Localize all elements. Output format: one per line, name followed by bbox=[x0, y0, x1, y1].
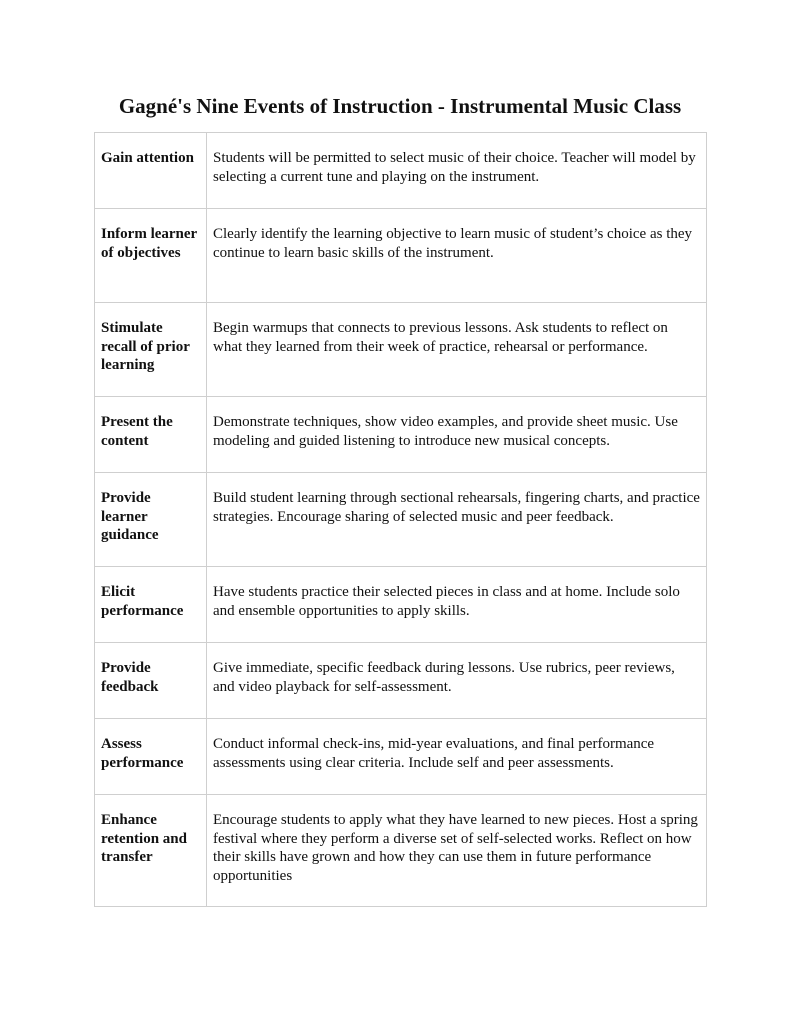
event-description-cell: Begin warmups that connects to previous lessons. Ask students to reflect on what they learned from their week of practice, rehearsal or performance. bbox=[207, 303, 707, 397]
event-name-cell: Provide feedback bbox=[95, 643, 207, 719]
event-description-cell: Clearly identify the learning objective to learn music of student’s choice as they continue to learn basic skills of the instrument. bbox=[207, 209, 707, 303]
event-name-cell: Inform learner of objectives bbox=[95, 209, 207, 303]
table-row bbox=[95, 473, 707, 567]
event-description-cell: Students will be permitted to select music of their choice. Teacher will model by selecting a current tune and playing on the instrument. bbox=[207, 133, 707, 209]
event-name-cell: Present the content bbox=[95, 397, 207, 473]
event-description-cell: Build student learning through sectional rehearsals, fingering charts, and practice strategies. Encourage sharing of selected music and peer feedback. bbox=[207, 473, 707, 567]
event-description-cell: Demonstrate techniques, show video examples, and provide sheet music. Use modeling and guided listening to introduce new musical concepts. bbox=[207, 397, 707, 473]
table-row bbox=[95, 567, 707, 643]
events-table bbox=[94, 132, 707, 907]
event-description-cell: Give immediate, specific feedback during lessons. Use rubrics, peer reviews, and video playback for self-assessment. bbox=[207, 643, 707, 719]
page-title: Gagné's Nine Events of Instruction - Instrumental Music Class bbox=[118, 94, 682, 118]
event-name-cell: Stimulate recall of prior learning bbox=[95, 303, 207, 397]
event-description-cell: Encourage students to apply what they have learned to new pieces. Host a spring festival where they perform a diverse set of self-selected works. Reflect on how their skills have grown and how they can use them in future performance opportunities bbox=[207, 795, 707, 907]
table-row bbox=[95, 133, 707, 209]
table-row bbox=[95, 719, 707, 795]
event-name-cell: Enhance retention and transfer bbox=[95, 795, 207, 907]
event-name-cell: Gain attention bbox=[95, 133, 207, 209]
event-name-cell: Elicit performance bbox=[95, 567, 207, 643]
event-description-cell: Conduct informal check-ins, mid-year evaluations, and final performance assessments using clear criteria. Include self and peer assessments. bbox=[207, 719, 707, 795]
event-description-cell: Have students practice their selected pieces in class and at home. Include solo and ensemble opportunities to apply skills. bbox=[207, 567, 707, 643]
table-row bbox=[95, 643, 707, 719]
event-name-cell: Assess performance bbox=[95, 719, 207, 795]
event-name-cell: Provide learner guidance bbox=[95, 473, 207, 567]
table-row bbox=[95, 795, 707, 907]
table-row bbox=[95, 397, 707, 473]
table-row bbox=[95, 303, 707, 397]
table-row bbox=[95, 209, 707, 303]
